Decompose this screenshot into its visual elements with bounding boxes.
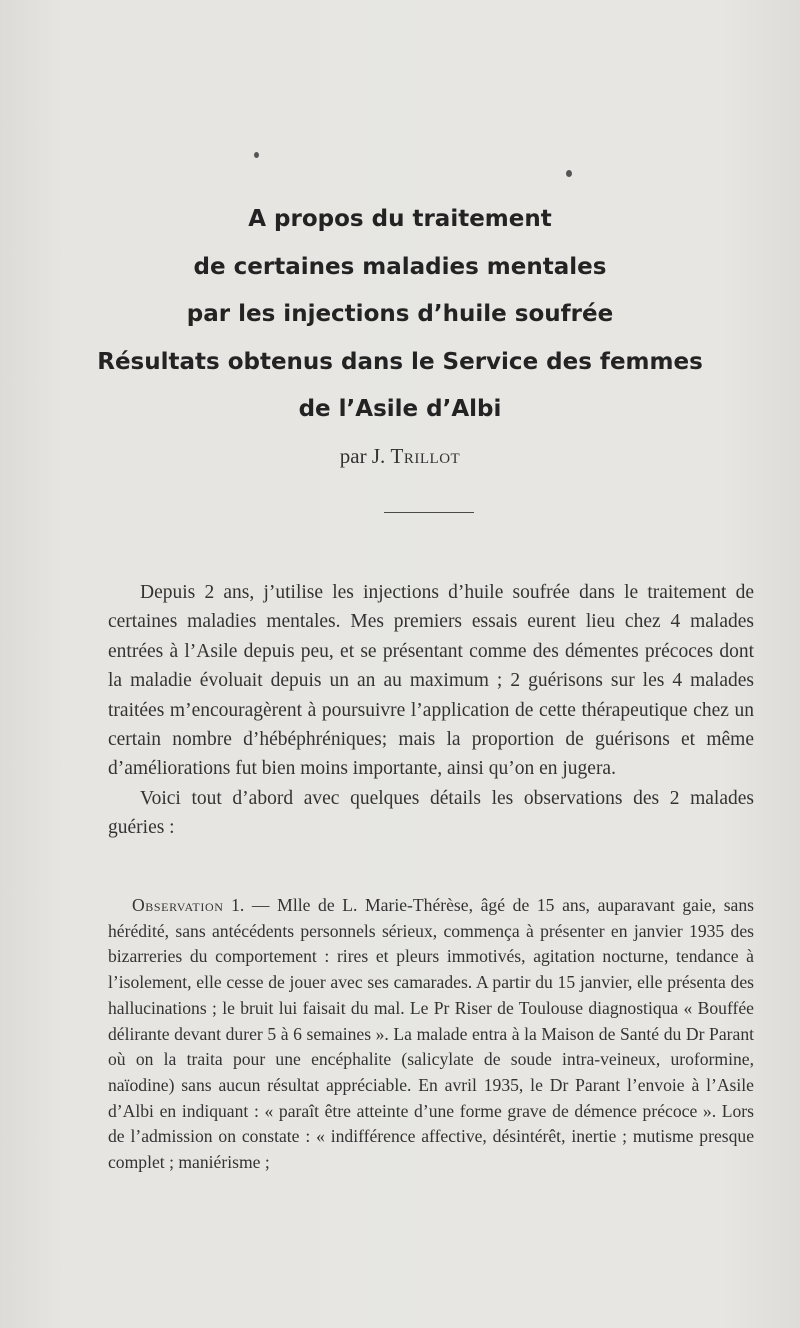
ink-speck [566,170,572,177]
author-name: Trillot [390,444,461,468]
title-line: A propos du traitement [248,206,552,232]
observation-text: Mlle de L. Marie-Thérèse, âgé de 15 ans, auparavant gaie, sans hérédité, sans antécédents personnels sérieux, commença à présenter en janvier 1935 des bizarreries du comportement : rires et pleurs immotivés, agitation nocturne, tendance à l’isolement, elle cesse de jouer avec ses camarades. A partir du 15 janvier, elle présenta des hallucinations ; le bruit lui faisait du mal. Le Pr Riser de Toulouse diagnostiqua « Bouffée délirante devant durer 5 à 6 semaines ». La malade entra à la Maison de Santé du Dr Parant où on la traita pour une encéphalite (salicylate de soude intra-veineux, uroformine, naïodine) sans aucun résultat appréciable. En avril 1935, le Dr Parant l’envoie à l’Asile d’Albi en indiquant : « paraît être atteinte d’une forme grave de démence précoce ». Lors de l’admission on constate : « indifférence affective, désintérêt, inertie ; mutisme presque complet ; maniérisme ; [108,895,755,1173]
title-line: de certaines maladies mentales [193,253,607,280]
separator-rule [384,512,474,513]
ink-speck [254,152,259,158]
article-body [108,578,754,843]
body-paragraph: Voici tout d’abord avec quelques détails les observations des 2 malades guéries : [108,787,754,839]
byline-prefix: par J. [339,444,391,468]
observation-paragraph [108,893,754,1176]
title-line: Résultats obtenus dans le Service des femmes [97,348,703,375]
title-line: de l’Asile d’Albi [298,396,502,422]
author-byline [60,444,740,469]
observation-number: 1. — [223,895,278,915]
observation-heading: Observation [132,895,224,915]
title-line: par les injections d’huile soufrée [186,301,614,327]
observation-block [108,893,754,1176]
article-title [60,196,740,434]
body-paragraph: Depuis 2 ans, j’utilise les injections d’huile soufrée dans le traitement de certaines maladies mentales. Mes premiers essais eurent lieu chez 4 malades entrées à l’Asile depuis peu, et se présentant comme des démentes précoces dont la maladie évoluait depuis un an au maximum ; 2 guérisons sur les 4 malades traitées m’encouragèrent à poursuivre l’application de cette thérapeutique chez un certain nombre d’hébéphréniques; mais la proportion de guérisons et même d’améliorations fut bien moins importante, ainsi qu’on en jugera. [108,582,754,780]
